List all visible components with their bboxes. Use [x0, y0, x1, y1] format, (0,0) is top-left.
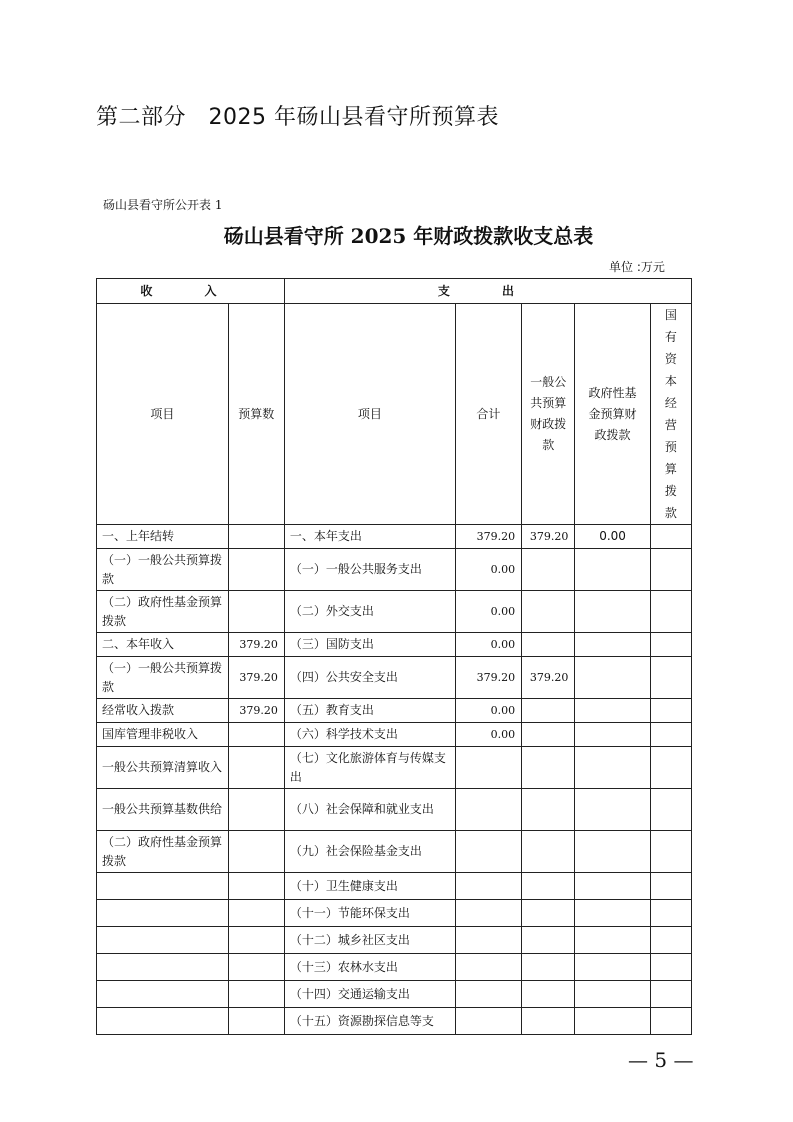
expense-header: 支 出	[284, 279, 691, 304]
section-header-row	[97, 279, 692, 304]
state-capital-cell	[650, 591, 691, 633]
expense-item-cell: （八）社会保障和就业支出	[284, 789, 455, 831]
col-gov-fund: 政府性基金预算财政拨款	[575, 304, 650, 525]
col-expense-item: 项目	[284, 304, 455, 525]
expense-item-cell: （七）文化旅游体育与传媒支出	[284, 747, 455, 789]
gov-fund-cell	[575, 633, 650, 657]
general-public-cell	[522, 549, 575, 591]
general-public-cell	[522, 900, 575, 927]
state-capital-cell	[650, 657, 691, 699]
total-cell	[455, 831, 521, 873]
gov-fund-cell	[575, 873, 650, 900]
table-row	[97, 981, 692, 1008]
state-capital-cell	[650, 927, 691, 954]
income-item-cell: （二）政府性基金预算拨款	[97, 591, 229, 633]
gov-fund-cell	[575, 981, 650, 1008]
col-state-capital-label: 国有资本经营预算拨款	[664, 308, 677, 520]
income-item-cell: 经常收入拨款	[97, 699, 229, 723]
total-cell: 0.00	[455, 591, 521, 633]
general-public-cell	[522, 1008, 575, 1035]
expense-item-cell: （四）公共安全支出	[284, 657, 455, 699]
income-header: 收 入	[97, 279, 285, 304]
table-row	[97, 699, 692, 723]
table-row	[97, 633, 692, 657]
state-capital-cell	[650, 900, 691, 927]
table-row	[97, 525, 692, 549]
page-number: — 5 —	[628, 1048, 694, 1072]
income-budget-cell	[228, 723, 284, 747]
general-public-cell	[522, 981, 575, 1008]
total-cell: 0.00	[455, 633, 521, 657]
col-income-budget: 预算数	[228, 304, 284, 525]
income-item-cell: 一、上年结转	[97, 525, 229, 549]
total-cell	[455, 927, 521, 954]
table-row	[97, 723, 692, 747]
income-budget-cell	[228, 873, 284, 900]
gov-fund-cell	[575, 723, 650, 747]
part-title: 第二部分 2025 年砀山县看守所预算表	[96, 105, 499, 130]
gov-fund-cell	[575, 549, 650, 591]
general-public-cell	[522, 699, 575, 723]
table-row	[97, 657, 692, 699]
expense-item-cell: （十五）资源勘探信息等支	[284, 1008, 455, 1035]
table-row	[97, 1008, 692, 1035]
gov-fund-cell	[575, 747, 650, 789]
expense-item-cell: （二）外交支出	[284, 591, 455, 633]
expense-item-cell: （十一）节能环保支出	[284, 900, 455, 927]
state-capital-cell	[650, 549, 691, 591]
general-public-cell	[522, 927, 575, 954]
table-body	[97, 525, 692, 1035]
table-title: 砀山县看守所 2025 年财政拨款收支总表	[223, 224, 594, 248]
income-budget-cell	[228, 900, 284, 927]
general-public-cell: 379.20	[522, 657, 575, 699]
state-capital-cell	[650, 873, 691, 900]
income-item-cell	[97, 900, 229, 927]
general-public-cell	[522, 831, 575, 873]
total-cell: 0.00	[455, 699, 521, 723]
state-capital-cell	[650, 699, 691, 723]
income-budget-cell	[228, 591, 284, 633]
gov-fund-cell	[575, 1008, 650, 1035]
gov-fund-cell	[575, 900, 650, 927]
table-row	[97, 873, 692, 900]
income-budget-cell: 379.20	[228, 657, 284, 699]
income-budget-cell	[228, 954, 284, 981]
gov-fund-cell	[575, 591, 650, 633]
state-capital-cell	[650, 1008, 691, 1035]
table-row	[97, 927, 692, 954]
state-capital-cell	[650, 633, 691, 657]
expense-item-cell: （一）一般公共服务支出	[284, 549, 455, 591]
income-budget-cell	[228, 1008, 284, 1035]
income-budget-cell	[228, 981, 284, 1008]
income-item-cell: （二）政府性基金预算拨款	[97, 831, 229, 873]
income-budget-cell	[228, 549, 284, 591]
col-state-capital	[650, 304, 691, 525]
table-row	[97, 591, 692, 633]
general-public-cell	[522, 789, 575, 831]
gov-fund-cell	[575, 657, 650, 699]
general-public-cell: 379.20	[522, 525, 575, 549]
expense-item-cell: （十）卫生健康支出	[284, 873, 455, 900]
income-item-cell: 国库管理非税收入	[97, 723, 229, 747]
expense-item-cell: （三）国防支出	[284, 633, 455, 657]
general-public-cell	[522, 591, 575, 633]
general-public-cell	[522, 633, 575, 657]
expense-item-cell: （十二）城乡社区支出	[284, 927, 455, 954]
table-row	[97, 549, 692, 591]
income-budget-cell	[228, 747, 284, 789]
gov-fund-cell	[575, 831, 650, 873]
income-item-cell: 二、本年收入	[97, 633, 229, 657]
expense-item-cell: （十三）农林水支出	[284, 954, 455, 981]
state-capital-cell	[650, 525, 691, 549]
total-cell	[455, 747, 521, 789]
expense-item-cell: 一、本年支出	[284, 525, 455, 549]
gov-fund-cell: 0.00	[575, 525, 650, 549]
table-row	[97, 954, 692, 981]
total-cell	[455, 954, 521, 981]
table-id: 砀山县看守所公开表 1	[103, 198, 223, 212]
total-cell: 0.00	[455, 549, 521, 591]
income-item-cell	[97, 981, 229, 1008]
col-general-public: 一般公共预算财政拨款	[522, 304, 575, 525]
gov-fund-cell	[575, 927, 650, 954]
income-item-cell	[97, 954, 229, 981]
total-cell: 379.20	[455, 657, 521, 699]
state-capital-cell	[650, 747, 691, 789]
state-capital-cell	[650, 954, 691, 981]
expense-item-cell: （九）社会保险基金支出	[284, 831, 455, 873]
expense-item-cell: （六）科学技术支出	[284, 723, 455, 747]
unit-label: 单位 :万元	[609, 260, 665, 274]
state-capital-cell	[650, 789, 691, 831]
general-public-cell	[522, 954, 575, 981]
general-public-cell	[522, 723, 575, 747]
general-public-cell	[522, 747, 575, 789]
income-item-cell: （一）一般公共预算拨款	[97, 549, 229, 591]
income-budget-cell	[228, 831, 284, 873]
col-income-item: 项目	[97, 304, 229, 525]
income-item-cell: （一）一般公共预算拨款	[97, 657, 229, 699]
income-budget-cell: 379.20	[228, 633, 284, 657]
gov-fund-cell	[575, 954, 650, 981]
total-cell	[455, 873, 521, 900]
state-capital-cell	[650, 981, 691, 1008]
column-header-row	[97, 304, 692, 525]
table-row	[97, 900, 692, 927]
budget-table	[96, 278, 692, 1035]
expense-item-cell: （五）教育支出	[284, 699, 455, 723]
gov-fund-cell	[575, 789, 650, 831]
total-cell: 0.00	[455, 723, 521, 747]
expense-item-cell: （十四）交通运输支出	[284, 981, 455, 1008]
income-item-cell: 一般公共预算清算收入	[97, 747, 229, 789]
gov-fund-cell	[575, 699, 650, 723]
income-budget-cell: 379.20	[228, 699, 284, 723]
income-item-cell	[97, 1008, 229, 1035]
state-capital-cell	[650, 723, 691, 747]
total-cell	[455, 900, 521, 927]
table-row	[97, 831, 692, 873]
income-item-cell	[97, 927, 229, 954]
total-cell	[455, 1008, 521, 1035]
total-cell	[455, 981, 521, 1008]
income-item-cell: 一般公共预算基数供给	[97, 789, 229, 831]
total-cell	[455, 789, 521, 831]
income-budget-cell	[228, 927, 284, 954]
col-total: 合计	[455, 304, 521, 525]
table-row	[97, 789, 692, 831]
income-budget-cell	[228, 789, 284, 831]
general-public-cell	[522, 873, 575, 900]
income-item-cell	[97, 873, 229, 900]
table-row	[97, 747, 692, 789]
total-cell: 379.20	[455, 525, 521, 549]
state-capital-cell	[650, 831, 691, 873]
income-budget-cell	[228, 525, 284, 549]
